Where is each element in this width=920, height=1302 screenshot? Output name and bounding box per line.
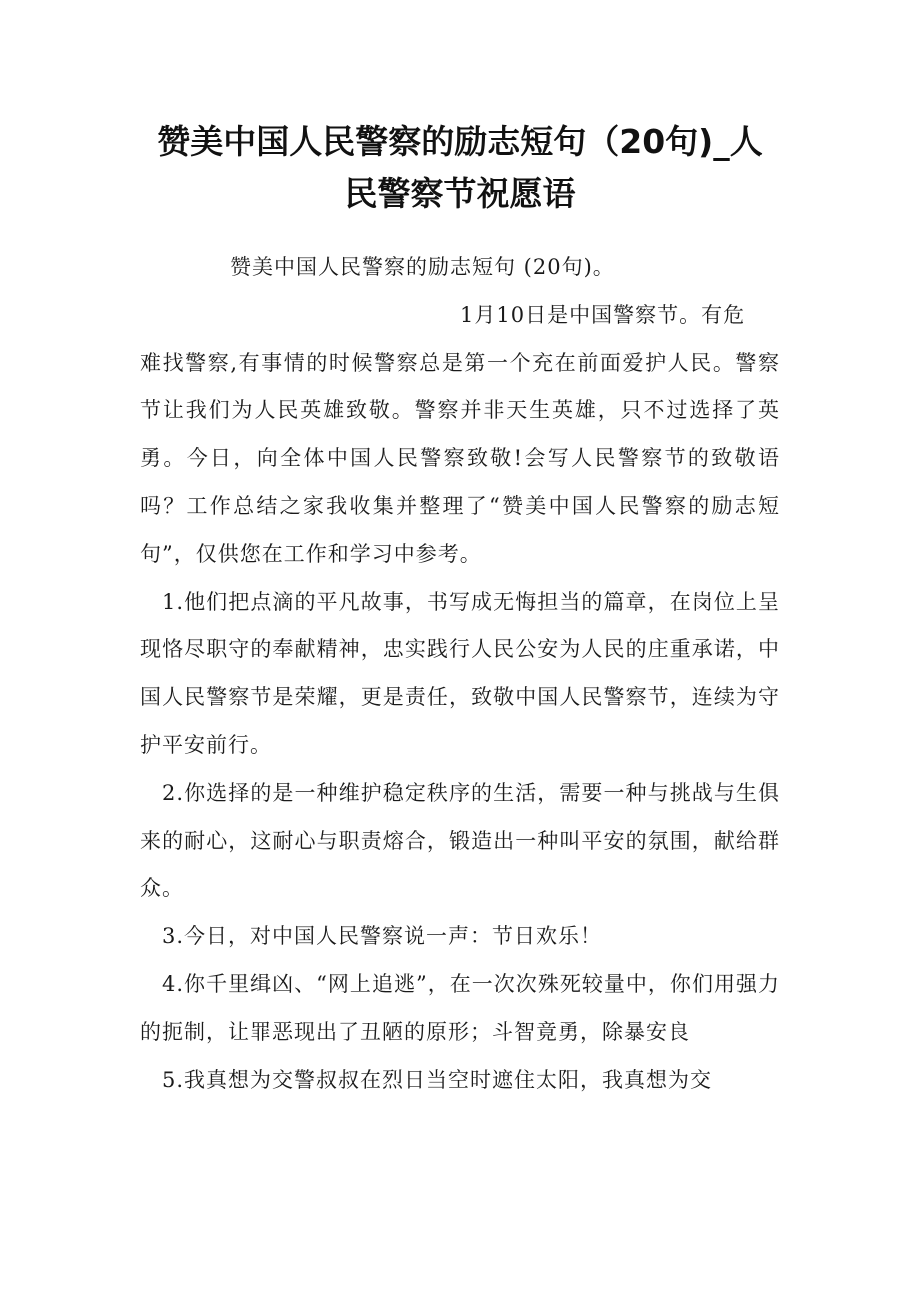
list-item: 3.今日，对中国人民警察说一声：节日欢乐！ — [162, 924, 603, 949]
document-title — [140, 116, 780, 220]
intro-lead-line: 1月10日是中国警察节。有危 — [460, 302, 746, 327]
document-body — [140, 244, 780, 1104]
intro-paragraph: 难找警察,有事情的时候警察总是第一个充在前面爱护人民。警察节让我们为人民英雄致敬。警察并非天生英雄，只不过选择了英勇。今日，向全体中国人民警察致敬!会写人民警察节的致敬语吗？工作总结之家我收集并整理了“赞美中国人民警察的励志短句”，仅供您在工作和学习中参考。 — [140, 350, 780, 566]
list-item: 5.我真想为交警叔叔在烈日当空时遮住太阳，我真想为交 — [162, 1067, 713, 1092]
subtitle-paragraph: 赞美中国人民警察的励志短句 (20句)。 — [230, 255, 615, 279]
title-line-1: 赞美中国人民警察的励志短句（20句)_人 — [157, 122, 763, 161]
title-line-2: 民警察节祝愿语 — [344, 174, 576, 213]
list-item: 2.你选择的是一种维护稳定秩序的生活，需要一种与挑战与生俱来的耐心，这耐心与职责熔合，锻造出一种叫平安的氛围，献给群众。 — [140, 780, 780, 901]
list-item: 1.他们把点滴的平凡故事，书写成无悔担当的篇章，在岗位上呈现恪尽职守的奉献精神，忠实践行人民公安为人民的庄重承诺，中国人民警察节是荣耀，更是责任，致敬中国人民警察节，连续为守护平安前行。 — [140, 589, 780, 757]
list-item: 4.你千里缉凶、“网上追逃”，在一次次殊死较量中，你们用强力的扼制，让罪恶现出了丑陋的原形；斗智竟勇，除暴安良 — [140, 971, 780, 1044]
